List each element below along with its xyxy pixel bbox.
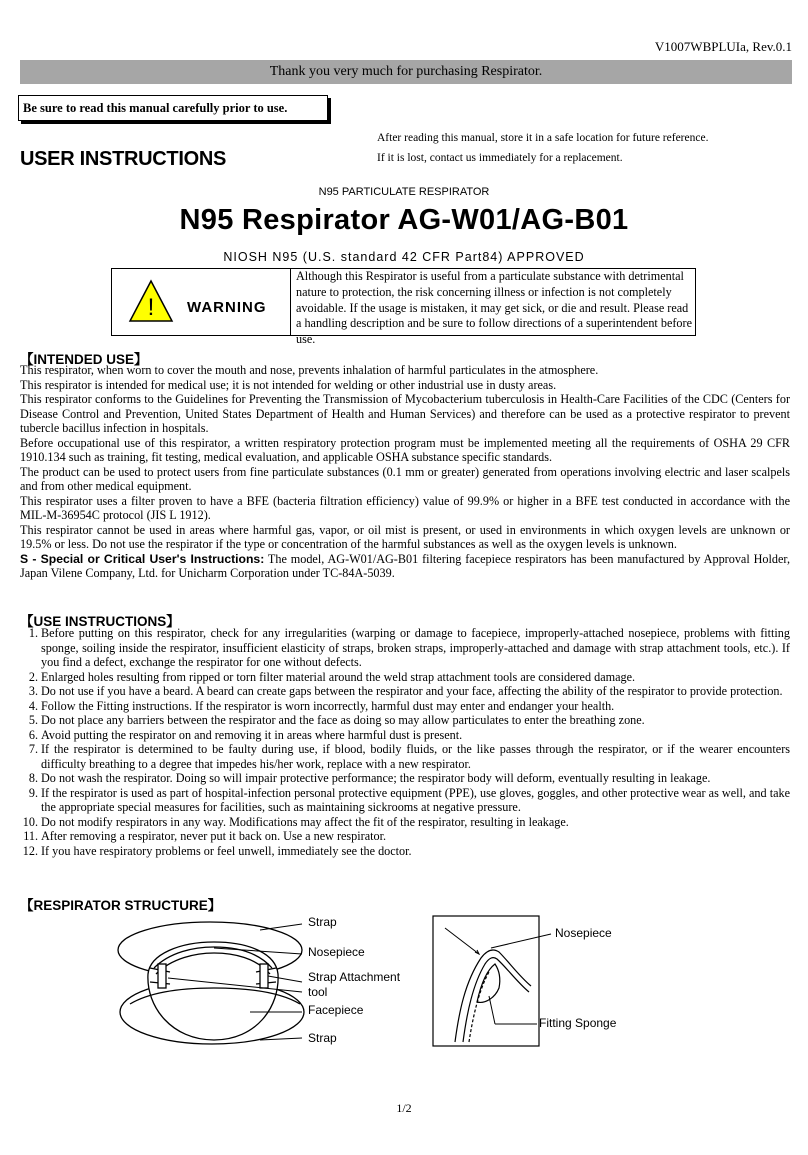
item-number: 2. (28, 669, 38, 684)
use-instructions-heading: 【USE INSTRUCTIONS】 (20, 614, 180, 629)
store-notice: After reading this manual, store it in a safe location for future reference. (377, 132, 709, 144)
item-number: 6. (28, 727, 38, 742)
special-instructions (20, 552, 790, 581)
item-text: Enlarged holes resulting from ripped or torn filter material around the weld strap attachment tools are considered damage. (41, 669, 636, 684)
item-number: 3. (28, 684, 38, 698)
warning-label: WARNING (187, 299, 267, 316)
item-text: Do not place any barriers between the respirator and the face as doing so may allow particulates to enter the breathing zone. (41, 713, 645, 727)
intended-use-heading: 【INTENDED USE】 (20, 352, 148, 367)
intended-paragraph: This respirator, when worn to cover the mouth and nose, prevents inhalation of harmful particulates in the atmosphere. (20, 363, 599, 377)
revision-code: V1007WBPLUIa, Rev.0.1 (654, 39, 792, 54)
use-instructions-list (22, 626, 790, 858)
item-number: 7. (28, 742, 38, 756)
product-category: N95 PARTICULATE RESPIRATOR (318, 186, 490, 198)
list-item (22, 786, 790, 815)
item-number: 9. (28, 785, 38, 800)
list-item (22, 829, 790, 844)
special-instructions-text: The model, AG-W01/AG-B01 filtering facepiece respirators has been manufactured by Approval Holder, Japan Vilene Company, Ltd. for Unicharm Corporation under TC-84A-5039. (20, 551, 790, 580)
item-number: 10. (22, 814, 38, 829)
item-number: 11. (23, 829, 38, 843)
approval-line: NIOSH N95 (U.S. standard 42 CFR Part84) APPROVED (223, 250, 585, 264)
warning-symbol: ! (147, 294, 155, 321)
item-text: Do not modify respirators in any way. Modifications may affect the fit of the respirator, resulting in leakage. (41, 814, 569, 829)
item-text: If the respirator is determined to be faulty during use, if blood, bodily fluids, or the like passes through the respirator, or if the wearer encounters difficulty breathing to a degree that impedes his/her work, replace with a new respirator. (41, 742, 790, 771)
warning-icon (128, 279, 174, 323)
item-number: 5. (28, 713, 38, 727)
item-number: 8. (28, 771, 38, 785)
special-instructions-lead: S - Special or Critical User's Instructions: (20, 551, 265, 566)
facepiece-label: Facepiece (308, 1003, 364, 1017)
warning-text: Although this Respirator is useful from a particulate substance with detrimental nature to protection, the risk concerning illness or infection is not completely avoidable. If the usage is mistaken, it may get sick, or die and result. Please read a handling description and be sure to follow directions of a superintendent before use. (290, 268, 696, 336)
warning-label-cell (111, 268, 291, 336)
item-text: Do not use if you have a beard. A beard can create gaps between the respirator and your face, affecting the ability of the respirator to provide protection. (41, 684, 783, 698)
thanks-text: Thank you very much for purchasing Respirator. (269, 64, 543, 79)
strap-bottom-label: Strap (308, 1031, 337, 1045)
list-item (22, 815, 790, 830)
intended-use-body (20, 363, 790, 581)
page-number: 1/2 (396, 1101, 412, 1115)
list-item (22, 626, 790, 670)
intended-paragraph: This respirator uses a filter proven to have a BFE (bacteria filtration efficiency) value of 99.9% or higher in a BFE test conducted in accordance with the MIL-M-36954C protocol (JIS L 1912). (20, 493, 790, 522)
list-item (22, 771, 790, 786)
list-item (22, 684, 790, 699)
nosepiece-section-label: Nosepiece (555, 926, 612, 940)
thanks-banner (20, 60, 792, 84)
intended-paragraph: This respirator is intended for medical use; it is not intended for welding or other industrial use in dusty areas. (20, 377, 557, 392)
nosepiece-label: Nosepiece (308, 945, 365, 959)
item-number: 1. (28, 626, 38, 640)
item-text: If the respirator is used as part of hospital-infection personal protective equipment (PPE), use gloves, goggles, and other protective wear as well, and take the appropriate special measures for facilities, such as maintaining sickrooms at negative pressure. (41, 785, 790, 814)
item-text: Avoid putting the respirator on and removing it in areas where harmful dust is present. (41, 727, 463, 742)
list-item (22, 713, 790, 728)
intended-paragraph: The product can be used to protect users from fine particulate substances (0.1 mm or greater) generated from operations involving electric and laser scalpels and from other medical equipment. (20, 464, 790, 493)
fitting-sponge-label: Fitting Sponge (539, 1016, 617, 1030)
page-title: N95 Respirator AG-W01/AG-B01 (179, 204, 629, 236)
respirator-front-diagram (110, 912, 420, 1062)
item-text: After removing a respirator, never put it back on. Use a new respirator. (41, 829, 387, 843)
intended-paragraph: This respirator conforms to the Guidelines for Preventing the Transmission of Mycobacterium tuberculosis in Health-Care Facilities of the CDC (Centers for Disease Control and Prevention, United States Department of Health and Human Services) and therefore can be used as a protective respirator to prevent tubercle bacillus infection in hospitals. (20, 392, 790, 435)
item-text: If you have respiratory problems or feel unwell, immediately see the doctor. (41, 843, 412, 858)
strap-top-label: Strap (308, 915, 337, 929)
item-text: Follow the Fitting instructions. If the respirator is worn incorrectly, harmful dust may enter and endanger your health. (41, 698, 615, 713)
intended-paragraph: Before occupational use of this respirator, a written respiratory protection program must be implemented meeting all the requirements of OSHA 29 CFR 1910.134 such as training, fit testing, medical evaluation, and applicable OSHA substance specific standards. (20, 435, 790, 464)
item-number: 4. (28, 698, 38, 713)
list-item (22, 670, 790, 685)
strap-attachment-label-2: tool (308, 985, 328, 999)
read-notice-box: Be sure to read this manual carefully prior to use. (18, 95, 328, 121)
item-number: 12. (22, 843, 38, 858)
list-item (22, 742, 790, 771)
list-item (22, 728, 790, 743)
item-text: Do not wash the respirator. Doing so will impair protective performance; the respirator body will deform, eventually resulting in leakage. (41, 771, 711, 785)
respirator-front-illustration (110, 912, 420, 1062)
list-item (22, 699, 790, 714)
list-item (22, 844, 790, 859)
respirator-structure-heading: 【RESPIRATOR STRUCTURE】 (20, 898, 222, 913)
item-text: Before putting on this respirator, check for any irregularities (warping or damage to facepiece, improperly-attached nosepiece, problems with fitting sponge, soiling inside the respirator, insufficient elasticity of straps, broken straps, improperly-attached and damage with strap attachment tools, etc.). If you find a defect, exchange the respirator for one without defects. (41, 626, 790, 669)
lost-notice: If it is lost, contact us immediately for a replacement. (377, 152, 623, 164)
user-instructions-heading: USER INSTRUCTIONS (20, 148, 227, 170)
intended-paragraph: This respirator cannot be used in areas where harmful gas, vapor, or oil mist is present, or used in environments in which oxygen levels are unknown or 19.5% or less. Do not use the respirator if the type or concentration of the harmful substances as well as the oxygen levels is unknown. (20, 522, 790, 551)
strap-attachment-label: Strap Attachment (308, 970, 401, 984)
respirator-cross-section-diagram (425, 912, 725, 1062)
